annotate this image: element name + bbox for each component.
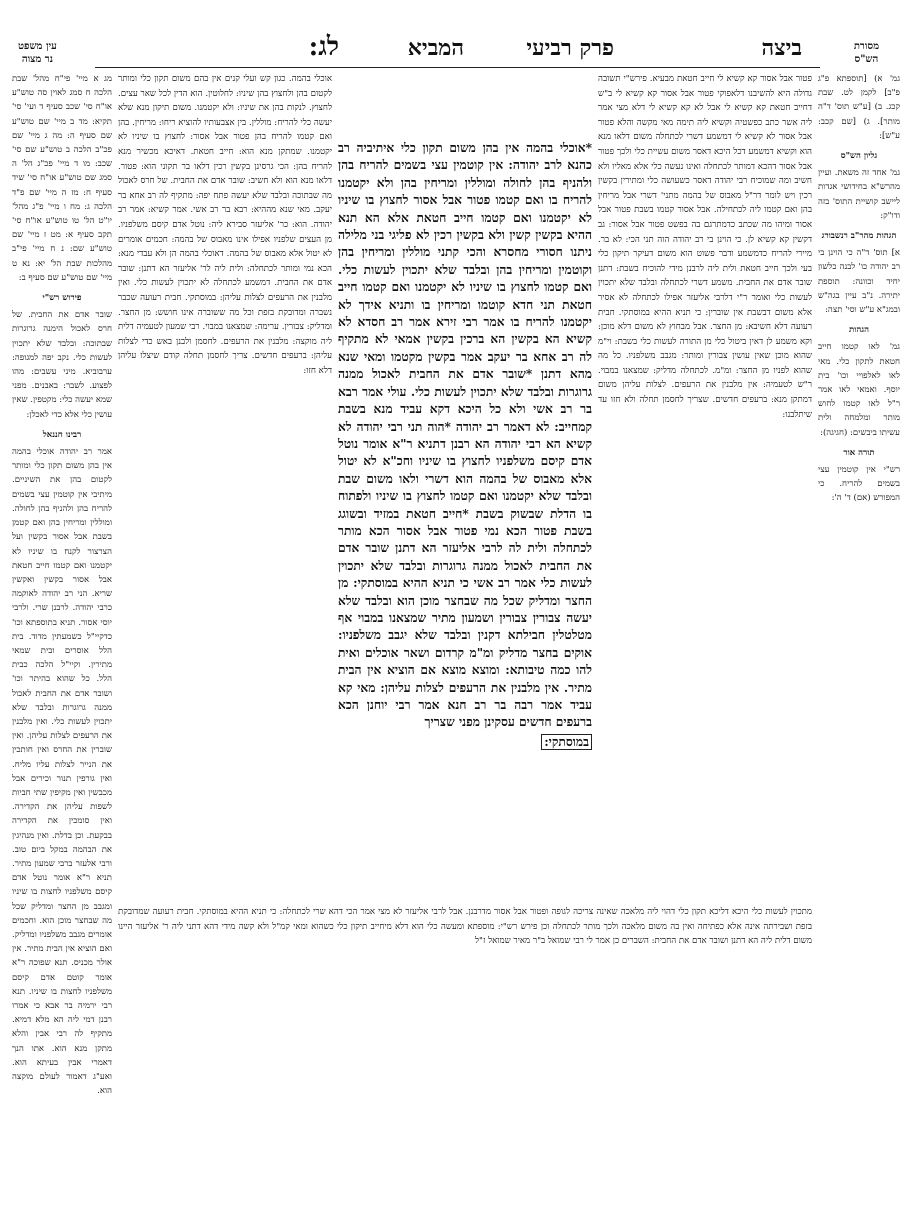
torah-or-text: רש"י אין קוטמין עצי בשמים להריח. כי המפורש (אם) ד' ה':	[818, 465, 900, 504]
header-rule	[95, 67, 820, 68]
rashi-text: אוכלי בהמה. כגון קש ועלי קנים אין בהם משום תקון כלי ומותר לקטום בהן ולחצוץ בהן שיניו: לחלוטין. הוא הדין לכל שאר עצים. לחצוץ. לנקות בהן את שיניו: ולא יקטמנו. משום תיקון מנא שלא יעשה כלי להריח: מוללין. בין אצבעותיו להוציא ריחו: מריחין. בהן ואם קטמו להריח בהן פטור אבל אסור: לחצוץ בו שיניו לא יקטמנו. שמתקן מנא הוא: חייב חטאת. דאיכא מכשיר מנא להריח בהן: הכי גרסינן בקשין רכין דלאו בר תקוני הוא: פטור. דלאו מנא הוא ולא חשיב: שובר אדם את החבית. של חרס לאכול מה שבתוכה ובלבד שלא יעשה פתח יפה: מתקיף לה רב אחא בר יעקב. מאי שנא מההיא: רבא בר רב אשי. אמר קשיא: אמר רב יהודה. הוא: כר' אליעזר סבירא ליה: נוטל אדם קיסם משלפניו. מן העצים שלפניו אפילו אינו מאבוס של בהמה: חכמים אומרים לא יטול אלא מאבוס של בהמה. דאוכלי בהמה הן ולא עבדי מנא: הכא נמי ומותר לכתחלה: ולית ליה לר' אליעזר הא דתנן: שובר אדם את החבית. דמשמע לכתחלה לא יתכוין לעשות כלי. ואין מלבנין את הרעפים לצלות עליהן: במוסתקי. חבית רעועה שכבר נשברה ומדובקת בזפת וכל מה ששוברה אינו חושש: מן החצר. ומדליק: צבורין. ערימה: שמצאנו במבוי. רבי שמעון לטעמיה דלית ליה מוקצה: מלבנין את הרעפים. לחסמן ולבנן באש כדי לצלות עליהן: ברעפים חדשים. צריך לחסמן תחלה קודם שיצלו עליהן דלא חזו:	[118, 74, 332, 376]
page-header	[0, 30, 914, 65]
tosafot-column	[598, 72, 812, 892]
chapter-name: המביא	[407, 35, 464, 61]
hagahot-ramah-text: א] תוס' ד"ה כי הוינן בי רב יהודה כו' לבנה כלשון יחיד וכוונה: תוספת יתירה. נ"ב עיין בגה"ש ובמג"א ע"ש וסי' תצה:	[818, 248, 900, 316]
rabbeinu-chananel-title: רבינו חננאל	[42, 429, 82, 440]
bottom-commentary	[118, 905, 812, 1195]
gemara-text: *אוכלי בהמה אין בהן משום תקון כלי איתיביה רב כהנא לרב יהודה: אין קוטמין עצי בשמים להריח בהן ולהניף בהן לחולה ומוללין ומריחין בהן ולא יקטמנו להריח בו ואם קטמו פטור אבל אסור לחצוץ בו שיניו לא יקטמנו ואם קטמו חייב חטאת אלא הא תנא ההיא בקשין קשין ולא בקשין רכין לא פליגי בני מלילה ניתנו חסורי מחסרא והכי קתני מוללין ומריחין בהן וקוטמין ומריחין בהן ובלבד שלא יתכוין לעשות כלי. ואם קטמו לחצוץ בו שיניו לא יקטמנו ואם קטמו חייב חטאת תני חדא קוטמו ומריחין בו ותניא אידך לא יקטמנו להריח בו אמר רבי זירא אמר רב חסדא לא קשיא הא בקשין הא ברכין בקשין אמאי לא מתקיף לה רב אחא בר יעקב אמר בקשין מקטמו ומאי שנא מהא דתנן *שובר אדם את החבית לאכול ממנה גרוגרות ובלבד שלא יתכוין לעשות כלי. עולי אמר רבא בר רב אשי ולא כל היכא דקא עביד מנא בשבת קמחייב: לא דאמר רב יהודה *הוה תני רבי יהודה לא קשיא הא רבי יהודה הא רבנן דתניא ר"א אומר נוטל אדם קיסם משלפניו לחצוץ בו שיניו וחכ"א לא יטול אלא מאבוס של בהמה הוא דשרי ולאו משום שבת ובלבד שלא יקטמנו ואם קטמו לחצוץ בו שיניו ולפתוח בו הדלת שבשוק בשבת *חייב חטאת במזיד ובשוגג בשבת פטור הכא נמי פטור אבל אסור הכא מותר לכתחלה ולית לה לרבי אליעזר הא דתנן שובר אדם את החבית לאכול ממנה גרוגרות ובלבד שלא יתכוין לעשות כלי אמר רב אשי כי תניא ההיא במוסתקי: מן החצר ומדליק שכל מה שבחצר מוכן הוא ובלבד שלא יעשה צבורין צבורין ושמעון מתיר שמצאנו במבוי אף מטלטלין חבילתא דקנין ובלבד שלא יגבב משלפניו: אוקים בחצר מדליק ומ"מ קרדום ושאר אוכלים ואית להו כמה טיבותא: ומוצא מוצא אם הוציא אין הבית מתיר. אין מלבנין את הרעפים לצלות עליהן: מאי קא עביד אמר רבה בר רב חנא אמר רבי יוחנן הכא ברעפים חדשים עסקינן מפני שצריך	[338, 141, 592, 730]
hagahot-ramah-title: הגהות מהר"ב רנשבורג	[821, 231, 897, 242]
tractate-name: ביצה	[761, 35, 802, 61]
rashi-column	[118, 72, 332, 892]
masoret-column	[818, 72, 900, 1192]
bottom-commentary-text: מתכוין לעשות כלי היכא דליכא תקון כלי דהוי ליה מלאכה שאינה צריכה לגופה ופטור אבל אסור מדרבנן. אבל לרבי אליעזר לא מצי אמר הכי דהא שרי לכתחלה: כי תניא ההיא במוסתקי. חבית רעועה שמדובקת בזפת ושבירתה אינה אלא כפתיחה ואין בה משום מלאכה ולכך מותר לכתחלה וכן פירש רש"י: מוספתא ומעשה כלי הוא דלא מיחייב תיקון כלי כשהוא ומאי קמ"ל ולא קשה מידי דהא דתני ליה ר' אליעזר היינו משום דלית ליה הא דתנן ושובר אדם את החבית: השברים כן אמר לי רבי שמואל ב"ר מאיר שמואל ז"ל	[118, 907, 812, 947]
ein-mishpat-heading	[18, 40, 57, 66]
gilyon-text: גמ' אחד זה משאת. ועיין מהרש"א בחידושי אגדות ליישב קושיית התוס' בזה ודו"ק:	[818, 168, 900, 221]
gilyon-title: גליון הש"ס	[840, 151, 878, 162]
ein-mishpat-title: עין משפט	[18, 41, 57, 52]
rashi-side-title: פירוש רש"י	[42, 293, 82, 304]
masoret-title: מסורת	[853, 41, 879, 52]
ner-mitzvah-subtitle: נר מצוה	[21, 54, 53, 65]
hagahot-title: הגהות	[849, 325, 869, 336]
rashi-side-text: שובר אדם את החבית. של חרס לאכול הימנה גרוגרות שבתוכה: ובלבד שלא יתכוין לעשות כלי. נקב יפה למגופה: ערבוביא. מיני עשבים: מהו לפצוע. לשבר: באבנים. מפני שמא יעשה כלי: מקטפין. שאין עושין כלי אלא כדי לאכלן:	[12, 310, 112, 420]
ein-mishpat-text: מג א מיי' פי"ח מהל' שבת הלכה ח סמג לאוין סה טוש"ע או"ח סי' שכב סעיף ד ועי' סי' תקיא: מד ב מיי' שם טוש"ע שם סעיף ה: מה ג מיי' שם פכ"ב הלכה ב טוש"ע שם סי' שכב: מו ד מיי' פכ"ג הל' ה סמג שם טוש"ע או"ח סי' שיד סעיף ח: מז ה מיי' שם פ"ד הלכה ג: מח ו מיי' פ"ג מהל' יו"ט הל' טו טוש"ע או"ח סי' תקב סעיף א: מט ז מיי' שם טוש"ע שם: נ ח מיי' פי"ב מהלכות שבת הל' יא: נא ט מיי' שם טוש"ע שם סעיף ב:	[12, 74, 112, 283]
hagahot-text: גמ' לאו קטמו חייב חטאת לתקון כלי. מאי לאו לאלפויי וכו' בית יוסף. ואמאי לאו אמר ר"ל לאו קטמו לחוש מותר ומלמחה ולית עשיתו ביבשים: (חגיגה):	[818, 342, 900, 438]
masoret-text: גמ' א) [תוספתא פ"ג פ"ב] לקמן לט. שבת קכג. ב) [ע"ש תוס' ד"ה מותר]. ג) [שם קכב: ע"ש]:	[818, 74, 900, 141]
torah-or-title: תורה אור	[843, 447, 875, 458]
ein-mishpat-column	[12, 72, 112, 1192]
masoret-subtitle: הש"ס	[854, 54, 879, 65]
rabbeinu-chananel-text: אמר רב יהודה אוכלי בהמה אין בהן משום תקון כלי ומותר לקטום בהן את השיניים. מיתיבי אין קוטמין עצי בשמים להריח בהן ולהניף בהן לחולה. ומוללין ומריחין בהן ואם קטמן בשבת אבל אסור בקשין ועל הצרצור לקנח בו שיניו לא יקטמנו ואם קטמו חייב חטאת אבל אסור בקשין ואקשין שריא. הני רב יהודה לאוקמה כרבי יהודה. לרבנן שרי. ולרבי יוסי אסור. תניא בתוספתא וכו' כדקיי"ל כשמעתין מדוד. בית הלל אוסרים ובית שמאי מתירין. וקיי"ל הלכה כבית הלל. כל שהוא בהיתר וכו' ושובר אדם את החבית לאכול ממנה גרוגרות ובלבד שלא יתכוין לעשות כלי. ואין מלבנין את הרעפים לצלות עליהן. ואין שוברין את החרס ואין חותכין את הנייר לצלות עליו מליח. ואין גורפין תנור וכירים אבל מכבשין ואין מקיפין שתי חביות לשפות עליהן את הקדירה. ואין סומכין את הקדירה בבקעת. וכן בדלת. ואין מנהיגין את הבהמה במקל ביום טוב. ורבי אלעזר ברבי שמעון מתיר. תניא ר"א אומר נוטל אדם קיסם משלפניו לחצות בו שיניו ומגבב מן החצר ומדליק שכל מה שבחצר מוכן הוא. וחכמים אומרים מגבב משלפניו ומדליק. ואם הוציא אין הבית מתיר. אין אולר מכניס. תנא שפוכה ר"א אומר קוטם אדם קיסם משלפניו לחצות בו שיניו. תנא רבי ירמיה בר אבא כי אמרו רבנן דמי ליה הא מלא דמיא. מתקיף לה רבי אבין והלא מתקן מנא הוא. אתו הנך דאמרי אבין בעיתא הוא. ואע"ג דאמור לעולם מוקצה הוא.	[12, 447, 112, 1097]
gemara-column	[338, 140, 592, 900]
tosafot-text: פטור אבל אסור קא קשיא לי חייב חטאת מבעיא. פירש"י תשובה גדולה היא להשיבנו דלאפוקי פטור אבל אסור קא קשיא לי ב"ש דחייב חטאת קא קשיא לי אבל לא קא קשיא לי דלא מצי אמר ליה אשר כתב כפשטיה וקשיא ליה תימה מאי מקשה והלא פטור אבל אסור לא קשיא לי דמשמע דשרי לכתחלה משום דלאו מנא הוא וקשיא דמשמע דכל היכא דאסר משום עשיית כלי ולכך פטור אבל אסור דהכא דמותר לכתחלה ואינו נעשה כלי אלא מאליו ולא חשיב ומה שמוכיח רבי יהודה דאסר כשעושה כלי ומתירין בקשין רכין ויש לומר דר"ל מאבוס של בהמה מתני' דשרי אבל מריחין בהן ואם קטמו ליה לכתחילה. אבל אסור קטמו בשבת פטור אבל אסור ומיהו מה שכתב כדמתרגם בה בפשט פטור אבל אסור: גב דקשין קא קשיא לן. כי הוינן בי רב יהודה הוה תני הכי: לא בר. מיירי להריח כדמשמע ודבר פשוט הוא משום דעיקר תיקון כלי בעי ולכך חייב חטאת ולית ליה לרבנן מידי להוכיח בשבת: דתנן שובר אדם את החבית. משמע דשרי לכתחלה ובלבד שלא יתכוין לעשות כלי ואומר ר"י דלרבי אליעזר אפילו לכתחלה לא אסיר אלא משום דבשבת אין שוברין: כי תניא ההיא במוסתקי. חבית רעועה דלא חשיבא: מן החצר. אבל מבחוץ לא משום דלא מוכן: וקא משמע לן דאין ביטול כלי מן התורה לעשות כלי בשבת: וי"מ שהוא מוכן שאין עושין צבורין ומותר: מגבב משלפניו. כל מה שהוא לפניו מן החצר: ומ"מ. לכתחלה מדליק: שמצאנו במבוי. ר"ש לטעמיה: אין מלבנין את הרעפים. לצלות עליהן משום דמתקן מנא: ברעפים חדשים. שצריך לחסמן תחלה ולא חזו עד שיתלבנו:	[598, 74, 812, 420]
perek-label: פרק רביעי	[526, 35, 614, 61]
masoret-heading	[854, 40, 879, 66]
boxed-word: במוסתקי:	[541, 734, 592, 750]
page-label: לג:	[308, 32, 339, 62]
